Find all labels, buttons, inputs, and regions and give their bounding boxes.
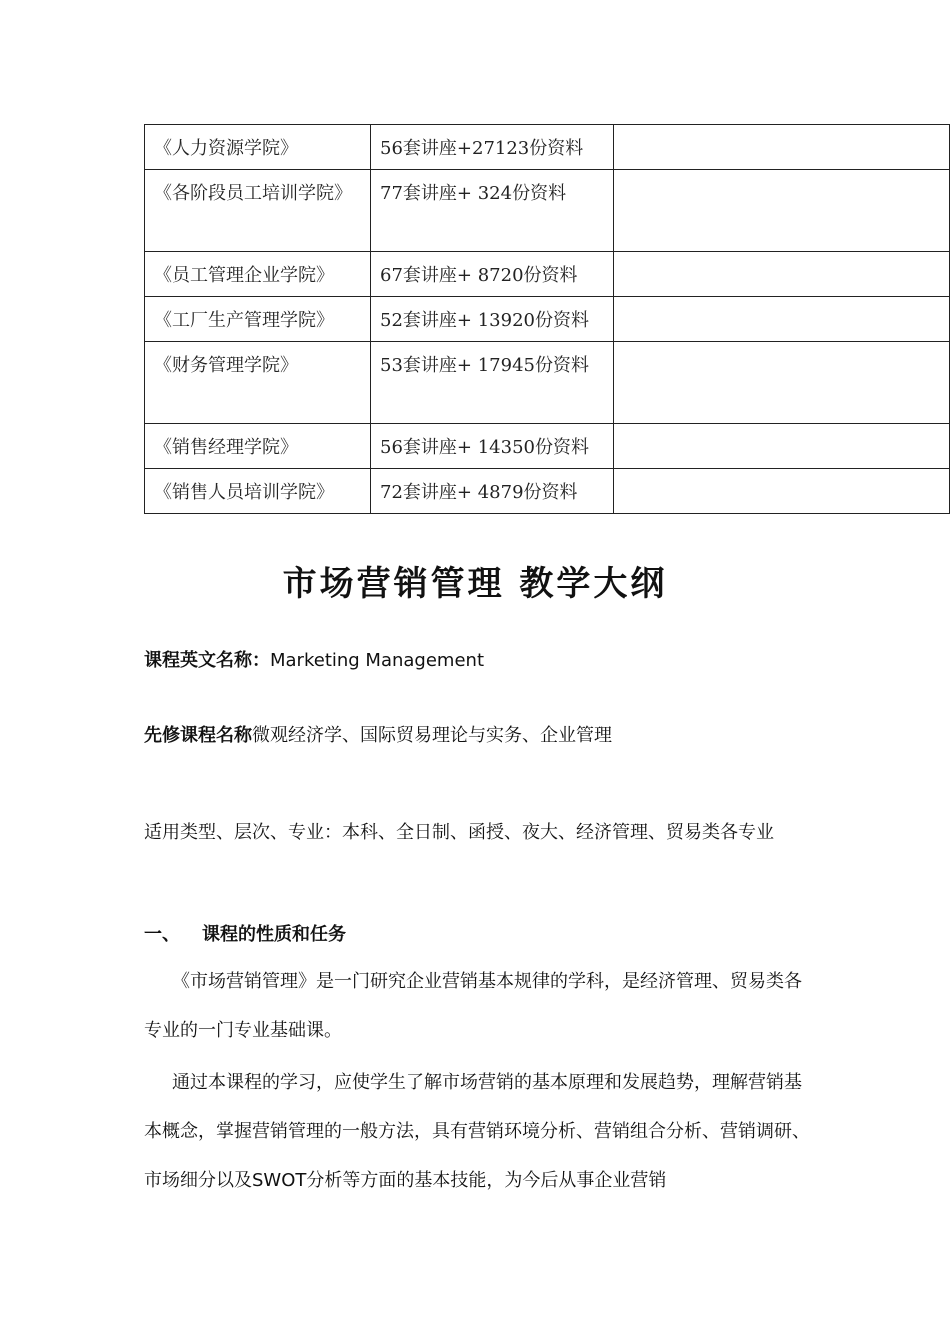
course-content: 67套讲座+ 8720份资料 (371, 252, 614, 297)
course-content: 52套讲座+ 13920份资料 (371, 297, 614, 342)
table-row (145, 424, 950, 469)
course-name: 《人力资源学院》 (145, 125, 371, 170)
section-heading (144, 920, 346, 946)
resource-table (144, 124, 950, 514)
prereq-line (144, 721, 814, 747)
table-row (145, 170, 950, 252)
table-row (145, 252, 950, 297)
paragraph: 通过本课程的学习，应使学生了解市场营销的基本原理和发展趋势，理解营销基本概念，掌握营销管理的一般方法，具有营销环境分析、营销组合分析、营销调研、市场细分以及SWOT分析等方面的基本技能，为今后从事企业营销 (144, 1072, 810, 1191)
course-content: 77套讲座+ 324份资料 (371, 170, 614, 252)
section-title: 课程的性质和任务 (202, 924, 346, 945)
course-note (614, 170, 950, 252)
paragraph: 《市场营销管理》是一门研究企业营销基本规律的学科，是经济管理、贸易类各专业的一门专业基础课。 (144, 971, 802, 1041)
section-number: 一、 (144, 924, 180, 945)
course-name: 《工厂生产管理学院》 (145, 297, 371, 342)
english-name-line (144, 646, 814, 672)
course-note (614, 125, 950, 170)
course-note (614, 252, 950, 297)
course-content: 72套讲座+ 4879份资料 (371, 469, 614, 514)
syllabus-title: 市场营销管理 教学大纲 (282, 564, 668, 604)
table-row (145, 469, 950, 514)
table-row (145, 125, 950, 170)
english-name-label: 课程英文名称： (144, 650, 270, 671)
course-content: 56套讲座+ 14350份资料 (371, 424, 614, 469)
english-name-value: Marketing Management (270, 650, 485, 671)
course-name: 《财务管理学院》 (145, 342, 371, 424)
course-content: 56套讲座+27123份资料 (371, 125, 614, 170)
course-content: 53套讲座+ 17945份资料 (371, 342, 614, 424)
scope-text: 适用类型、层次、专业：本科、全日制、函授、夜大、经济管理、贸易类各专业 (144, 822, 774, 843)
course-name: 《各阶段员工培训学院》 (145, 170, 371, 252)
course-name: 《销售经理学院》 (145, 424, 371, 469)
course-note (614, 469, 950, 514)
course-name: 《员工管理企业学院》 (145, 252, 371, 297)
table-row (145, 297, 950, 342)
course-note (614, 424, 950, 469)
table-row (145, 342, 950, 424)
course-name: 《销售人员培训学院》 (145, 469, 371, 514)
course-note (614, 342, 950, 424)
prereq-value: 微观经济学、国际贸易理论与实务、企业管理 (252, 725, 612, 746)
prereq-label: 先修课程名称 (144, 725, 252, 746)
course-note (614, 297, 950, 342)
